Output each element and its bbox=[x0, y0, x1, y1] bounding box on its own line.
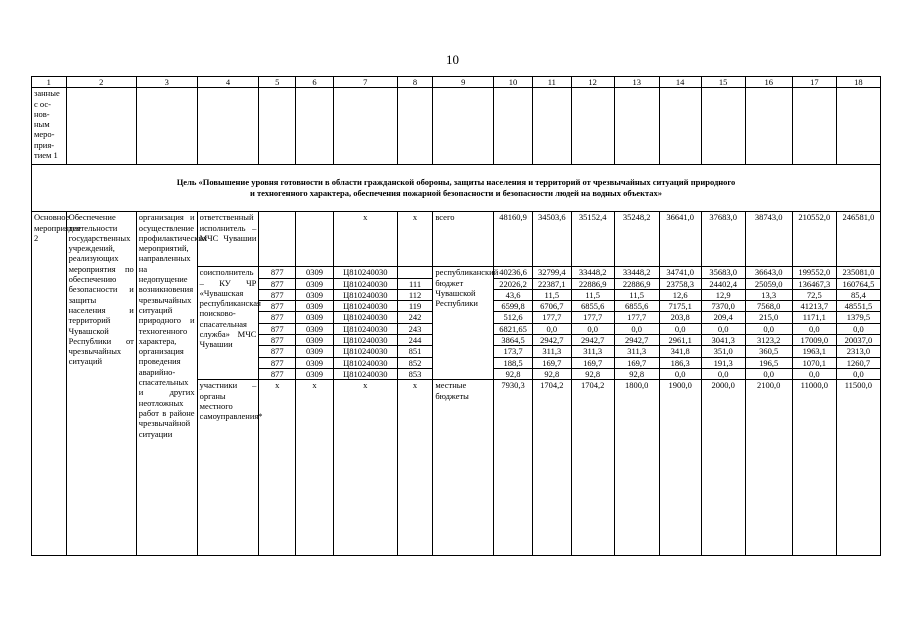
header-cell: 8 bbox=[397, 77, 433, 88]
value-cell: 38743,0 bbox=[745, 212, 792, 267]
budget-row: 877 0309 Ц810240030 853 92,8 92,8 92,8 92,8 0,0 0,0 0,0 0,0 0,0 bbox=[32, 368, 881, 379]
header-cell: 3 bbox=[136, 77, 197, 88]
budget-row: 877 0309 Ц810240030 111 22026,2 22387,1 22886,9 22886,9 23758,3 24402,4 25059,0 136467,3 160764,5 bbox=[32, 278, 881, 289]
value-cell: 36641,0 bbox=[659, 212, 701, 267]
value-cell: 37683,0 bbox=[701, 212, 745, 267]
value-cell: 210552,0 bbox=[792, 212, 836, 267]
header-cell: 4 bbox=[197, 77, 259, 88]
header-cell: 6 bbox=[296, 77, 334, 88]
source-total: всего bbox=[433, 212, 494, 267]
participants: участники – органы местного самоуправления* bbox=[197, 380, 259, 556]
value-cell: 48160,9 bbox=[494, 212, 533, 267]
total-row bbox=[32, 212, 881, 267]
local-budget-row: участники – органы местного самоуправления* x x x x местные бюджеты 7930,3 1704,2 1704,2 1800,0 1900,0 2000,0 2100,0 11000,0 11500,0 bbox=[32, 380, 881, 556]
budget-row: 877 0309 Ц810240030 112 43,6 11,5 11,5 11,5 12,6 12,9 13,3 72,5 85,4 bbox=[32, 289, 881, 300]
header-cell: 5 bbox=[259, 77, 296, 88]
total-type: x bbox=[397, 212, 433, 267]
co-executor: соисполнитель – КУ ЧР «Чувашская республиканская поисково-спасательная служба» МЧС Чувашии bbox=[197, 267, 259, 380]
source-local: местные бюджеты bbox=[433, 380, 494, 556]
activity-number: Основное мероприятие 2 bbox=[32, 212, 67, 556]
budget-row: 877 0309 Ц810240030 119 6599,8 6706,7 6855,6 6855,6 7175,1 7370,0 7568,0 41213,7 48551,5 bbox=[32, 301, 881, 312]
budget-row: 877 0309 Ц810240030 242 512,6 177,7 177,7 177,7 203,8 209,4 215,0 1171,1 1379,5 bbox=[32, 312, 881, 323]
responsible-executor: ответственный исполнитель – МЧС Чувашии bbox=[197, 212, 259, 267]
header-cell: 12 bbox=[571, 77, 614, 88]
header-cell: 14 bbox=[659, 77, 701, 88]
budget-row: 877 0309 Ц810240030 852 188,5 169,7 169,7 169,7 186,3 191,3 196,5 1070,1 1260,7 bbox=[32, 357, 881, 368]
program-table bbox=[31, 76, 881, 556]
goal-line-2: и техногенного характера, обеспечения пожарной безопасности и безопасности людей на водных объектах» bbox=[249, 188, 663, 199]
header-cell: 7 bbox=[333, 77, 397, 88]
continued-text: занные с ос-нов-ным меро-прия-тием 1 bbox=[32, 88, 67, 165]
activity-name: Обеспечение деятельности государственных учреждений, реализующих мероприятия по обеспечению безопасности и защиты населения и территорий Чувашской Республики от чрезвычайных ситуаций bbox=[66, 212, 136, 556]
value-cell: 34503,6 bbox=[532, 212, 571, 267]
header-cell: 15 bbox=[701, 77, 745, 88]
total-code: x bbox=[333, 212, 397, 267]
budget-row: 877 0309 Ц810240030 243 6821,65 0,0 0,0 0,0 0,0 0,0 0,0 0,0 0,0 bbox=[32, 323, 881, 334]
header-cell: 9 bbox=[433, 77, 494, 88]
budget-row: 877 0309 Ц810240030 244 3864,5 2942,7 2942,7 2942,7 2961,1 3041,3 3123,2 17009,0 20037,0 bbox=[32, 335, 881, 346]
goal-line-1: Цель «Повышение уровня готовности в области гражданской обороны, защиты населения и территорий от чрезвычайных ситуаций природного bbox=[176, 177, 736, 188]
value-cell: 35152,4 bbox=[571, 212, 614, 267]
header-cell: 17 bbox=[792, 77, 836, 88]
header-row bbox=[32, 77, 881, 88]
value-cell: 246581,0 bbox=[836, 212, 880, 267]
header-cell: 10 bbox=[494, 77, 533, 88]
page-number: 10 bbox=[446, 52, 459, 67]
header-cell: 13 bbox=[614, 77, 659, 88]
continued-row bbox=[32, 88, 881, 165]
header-cell: 1 bbox=[32, 77, 67, 88]
header-cell: 2 bbox=[66, 77, 136, 88]
source-republic: республиканский бюджет Чувашской Республики bbox=[433, 267, 494, 380]
value-cell: 35248,2 bbox=[614, 212, 659, 267]
budget-row: соисполнитель – КУ ЧР «Чувашская республиканская поисково-спасательная служба» МЧС Чувашии 877 0309 Ц810240030 республиканский бюджет Чувашской Республики 40236,6 32799,4 33448,2 33448,2 34741,0 35683,0 36643,0 199552,0 235081,0 bbox=[32, 267, 881, 278]
budget-row: 877 0309 Ц810240030 851 173,7 311,3 311,3 311,3 341,8 351,0 360,5 1963,1 2313,0 bbox=[32, 346, 881, 357]
activity-tasks: организация и осуществление профилактических мероприятий, направленных на недопущение возникновения чрезвычайных ситуаций природного и техногенного характера, организация проведения аварийно-спасательных и других неотложных работ в районе чрезвычайной ситуации bbox=[136, 212, 197, 556]
header-cell: 11 bbox=[532, 77, 571, 88]
goal-row bbox=[32, 165, 881, 212]
header-cell: 18 bbox=[836, 77, 880, 88]
header-cell: 16 bbox=[745, 77, 792, 88]
